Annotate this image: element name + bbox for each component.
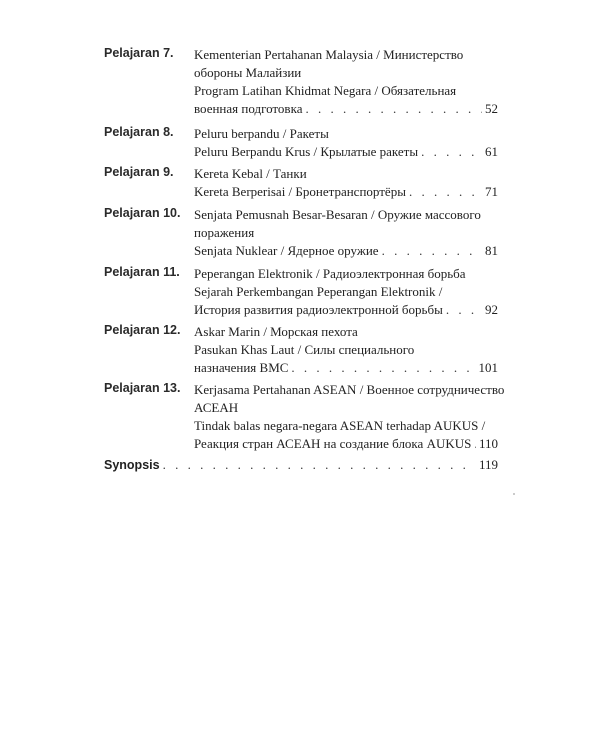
dot-leader — [446, 301, 482, 319]
lesson-label: Pelajaran 9. — [104, 165, 174, 179]
lesson-content — [194, 206, 498, 260]
page-number: 71 — [485, 184, 498, 199]
lesson-title-line: Program Latihan Khidmat Negara / Обязательная — [194, 83, 457, 98]
lesson-label: Pelajaran 12. — [104, 323, 181, 337]
entry-title: Реакция стран АСЕАН на создание блока AUKUS — [194, 436, 472, 451]
lesson-content — [194, 381, 505, 453]
lesson-title-line: Askar Marin / Морская пехота — [194, 324, 358, 339]
lesson-title-line: Pasukan Khas Laut / Силы специального — [194, 342, 415, 357]
toc-entry[interactable] — [194, 183, 498, 201]
dot-leader — [409, 183, 482, 201]
entry-title: История развития радиоэлектронной борьбы — [194, 302, 443, 317]
entry-title: Kereta Berperisai / Бронетранспортёры — [194, 184, 406, 199]
lesson-content — [194, 46, 498, 118]
lesson-title-line: Peluru berpandu / Ракеты — [194, 126, 329, 141]
lesson-title-line: Kementerian Pertahanan Malaysia / Министерство — [194, 47, 464, 62]
lesson-title-line: обороны Малайзии — [194, 65, 302, 80]
entry-title: военная подготовка — [194, 101, 303, 116]
page-number: 101 — [478, 360, 498, 375]
entry-title: Peluru Berpandu Krus / Крылатые ракеты — [194, 144, 419, 159]
dot-leader — [291, 359, 475, 377]
lesson-title-line: Sejarah Perkembangan Peperangan Elektronik / — [194, 284, 443, 299]
toc-entry[interactable] — [194, 301, 498, 319]
lesson-label: Pelajaran 7. — [104, 46, 174, 60]
lesson-title-line: АСЕАН — [194, 400, 239, 415]
entry-title: Senjata Nuklear / Ядерное оружие — [194, 243, 379, 258]
page-number: 92 — [485, 302, 498, 317]
dot-leader — [305, 100, 482, 118]
toc-entry[interactable] — [194, 242, 498, 260]
lesson-label: Pelajaran 10. — [104, 206, 181, 220]
lesson-content — [194, 323, 498, 377]
lesson-title-line: Tindak balas negara-negara ASEAN terhadap AUKUS / — [194, 418, 486, 433]
page-number: 110 — [478, 436, 498, 451]
toc-entry[interactable] — [194, 359, 498, 377]
lesson-content — [194, 125, 498, 161]
lesson-content — [194, 165, 498, 201]
lesson-label: Pelajaran 8. — [104, 125, 174, 139]
page-number: 52 — [485, 101, 498, 116]
dot-leader — [382, 242, 482, 260]
lesson-title-line: Kerjasama Pertahanan ASEAN / Военное сотрудничество — [194, 382, 505, 397]
page-number: 61 — [485, 144, 498, 159]
toc-entry-synopsis[interactable] — [104, 456, 498, 474]
dot-leader — [163, 456, 476, 474]
toc-entry[interactable] — [194, 100, 498, 118]
toc-entry[interactable] — [194, 435, 498, 453]
synopsis-label: Synopsis — [104, 458, 160, 472]
dot-leader — [421, 143, 482, 161]
dot-leader — [474, 435, 476, 453]
lesson-label: Pelajaran 13. — [104, 381, 181, 395]
toc-entry[interactable] — [194, 143, 498, 161]
scan-speck — [513, 493, 515, 495]
lesson-title-line: поражения — [194, 225, 255, 240]
page-number: 81 — [485, 243, 498, 258]
lesson-content — [194, 265, 498, 319]
page-number: 119 — [478, 457, 498, 472]
lesson-title-line: Kereta Kebal / Танки — [194, 166, 307, 181]
lesson-title-line: Peperangan Elektronik / Радиоэлектронная борьба — [194, 266, 466, 281]
lesson-title-line: Senjata Pemusnah Besar-Besaran / Оружие массового — [194, 207, 481, 222]
entry-title: назначения ВМС — [194, 360, 289, 375]
lesson-label: Pelajaran 11. — [104, 265, 180, 279]
